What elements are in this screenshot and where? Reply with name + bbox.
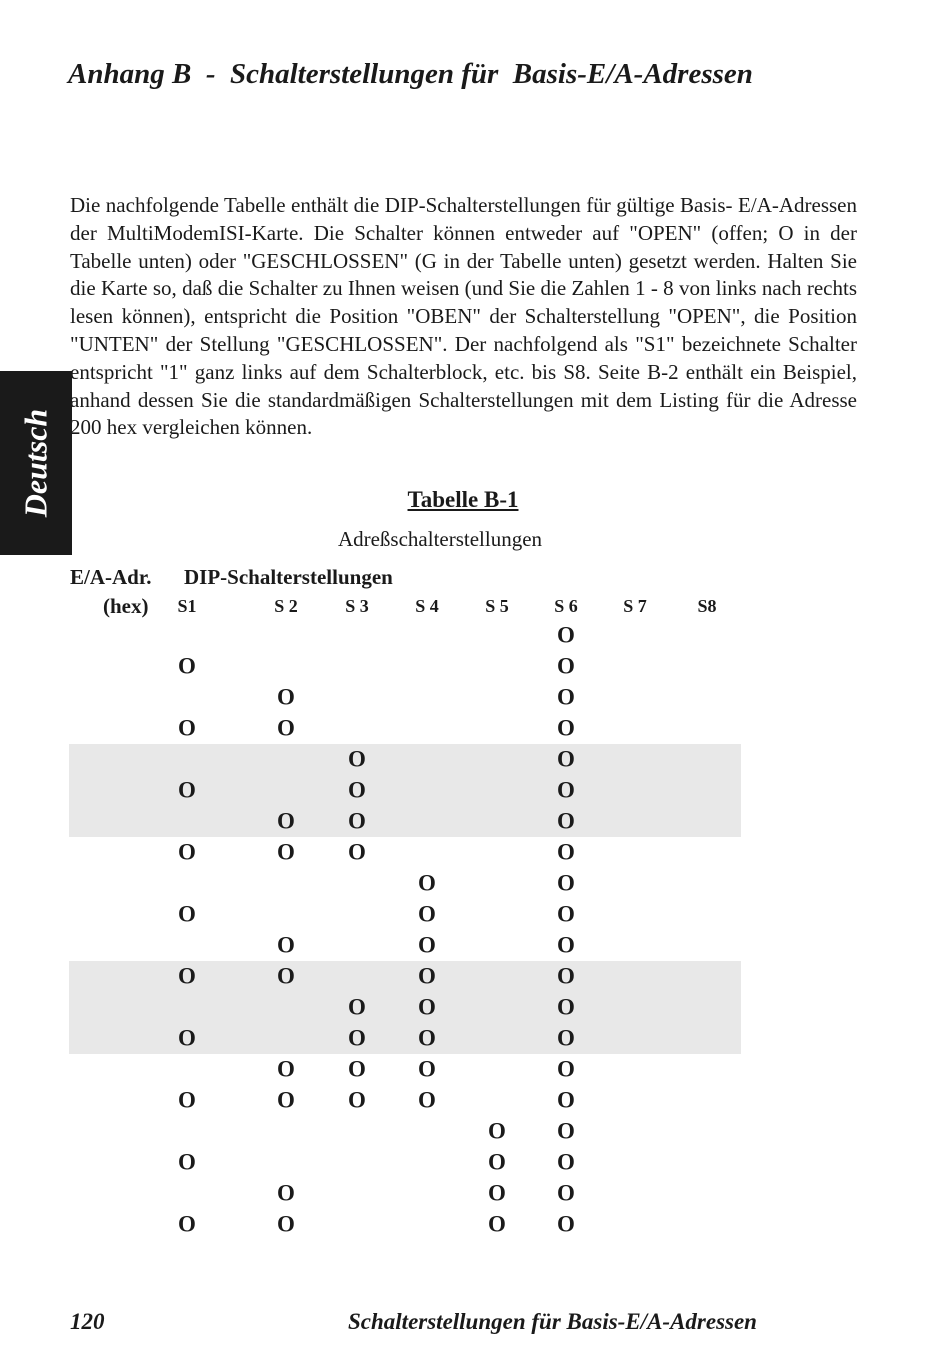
switch-open-marker: O <box>557 901 575 927</box>
switch-open-marker: O <box>557 1118 575 1144</box>
switch-open-marker: O <box>348 1025 366 1051</box>
table-header-dip: DIP-Schalterstellungen <box>184 565 393 589</box>
column-header: S 3 <box>345 596 369 616</box>
switch-open-marker: O <box>178 715 196 741</box>
switch-open-marker: O <box>557 1025 575 1051</box>
switch-open-marker: O <box>178 777 196 803</box>
switch-open-marker: O <box>178 653 196 679</box>
switch-open-marker: O <box>178 839 196 865</box>
switch-open-marker: O <box>178 1149 196 1175</box>
switch-open-marker: O <box>418 870 436 896</box>
switch-open-marker: O <box>277 1211 295 1237</box>
table-header-hex: (hex) <box>103 594 149 618</box>
switch-open-marker: O <box>557 994 575 1020</box>
switch-open-marker: O <box>178 963 196 989</box>
switch-open-marker: O <box>277 1180 295 1206</box>
switch-open-marker: O <box>557 932 575 958</box>
column-header: S 5 <box>485 596 509 616</box>
column-header: S8 <box>697 596 717 616</box>
switch-open-marker: O <box>348 994 366 1020</box>
switch-open-marker: O <box>418 932 436 958</box>
switch-open-marker: O <box>418 1056 436 1082</box>
switch-open-marker: O <box>178 1087 196 1113</box>
switch-open-marker: O <box>488 1149 506 1175</box>
column-header: S 2 <box>274 596 298 616</box>
switch-open-marker: O <box>277 808 295 834</box>
switch-open-marker: O <box>418 1025 436 1051</box>
table-subtitle: Adreßschalterstellungen <box>337 527 543 551</box>
switch-open-marker: O <box>488 1118 506 1144</box>
switch-open-marker: O <box>348 1087 366 1113</box>
switch-open-marker: O <box>418 901 436 927</box>
side-tab-label: Deutsch <box>17 408 54 518</box>
column-header: S 6 <box>554 596 578 616</box>
switch-open-marker: O <box>557 653 575 679</box>
switch-open-marker: O <box>557 839 575 865</box>
switch-open-marker: O <box>277 1087 295 1113</box>
switch-open-marker: O <box>277 932 295 958</box>
switch-open-marker: O <box>178 1211 196 1237</box>
intro-paragraph: Die nachfolgende Tabelle enthält die DIP-Schalterstellungen für gültige Basis- E/A-Adressen der MultiModemISI-Karte. Die Schalter können entweder auf "OPEN" (offen; O in der Tabelle unten) oder "GESCHLOSSEN" (G in der Tabelle unten) gesetzt werden. Halten Sie die Karte so, daß die Schalter zu Ihnen weisen (und Sie die Zahlen 1 - 8 von links nach rechts lesen können), entspricht die Position "OBEN" der Schalterstellung "OPEN", die Position "UNTEN" der Stellung "GESCHLOSSEN". Der nachfolgend als "S1" bezeichnete Schalter entspricht "1" ganz links auf dem Schalterblock, etc. bis S8. Seite B-2 enthält ein Beispiel, anhand dessen Sie die standardmäßigen Schalterstellungen mit dem Listing für die Adresse 200 hex vergleichen können. <box>70 193 857 440</box>
switch-open-marker: O <box>277 715 295 741</box>
switch-open-marker: O <box>557 1211 575 1237</box>
footer-title: Schalterstellungen für Basis-E/A-Adressen <box>348 1309 757 1334</box>
switch-open-marker: O <box>557 1056 575 1082</box>
switch-open-marker: O <box>178 901 196 927</box>
table-shaded-band <box>69 961 741 1054</box>
page-number: 120 <box>70 1309 105 1334</box>
column-header: S 4 <box>415 596 439 616</box>
switch-open-marker: O <box>488 1211 506 1237</box>
switch-open-marker: O <box>557 963 575 989</box>
switch-open-marker: O <box>277 963 295 989</box>
switch-open-marker: O <box>348 746 366 772</box>
switch-open-marker: O <box>488 1180 506 1206</box>
switch-open-marker: O <box>557 870 575 896</box>
switch-open-marker: O <box>348 777 366 803</box>
switch-open-marker: O <box>277 839 295 865</box>
table-title: Tabelle B-1 <box>407 487 519 512</box>
switch-open-marker: O <box>348 808 366 834</box>
switch-open-marker: O <box>178 1025 196 1051</box>
table-shaded-band <box>69 744 741 837</box>
switch-open-marker: O <box>418 994 436 1020</box>
page-header-title: Anhang B - Schalterstellungen für Basis-E/A-Adressen <box>68 58 753 90</box>
switch-open-marker: O <box>557 1087 575 1113</box>
switch-open-marker: O <box>557 715 575 741</box>
switch-open-marker: O <box>348 839 366 865</box>
switch-open-marker: O <box>557 777 575 803</box>
switch-open-marker: O <box>557 1149 575 1175</box>
column-header: S1 <box>177 596 197 616</box>
column-header: S 7 <box>623 596 647 616</box>
switch-open-marker: O <box>418 963 436 989</box>
switch-open-marker: O <box>557 808 575 834</box>
switch-open-marker: O <box>557 746 575 772</box>
switch-open-marker: O <box>557 622 575 648</box>
switch-open-marker: O <box>557 684 575 710</box>
switch-open-marker: O <box>277 684 295 710</box>
switch-open-marker: O <box>348 1056 366 1082</box>
switch-open-marker: O <box>557 1180 575 1206</box>
switch-open-marker: O <box>277 1056 295 1082</box>
table-header-address: E/A-Adr. <box>70 565 152 589</box>
switch-open-marker: O <box>418 1087 436 1113</box>
